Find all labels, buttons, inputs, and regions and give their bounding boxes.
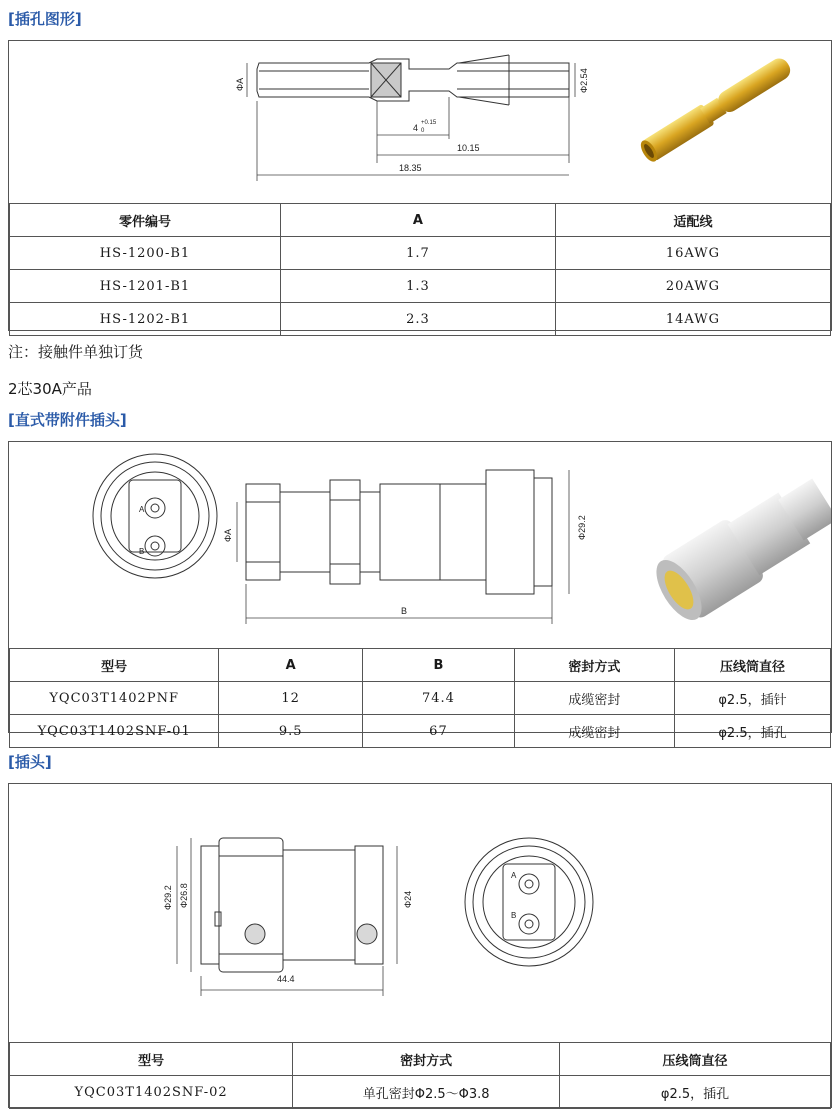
section-title-plug: [插头] [8, 753, 52, 771]
socket-contact-table [9, 203, 831, 336]
table-row [10, 1076, 831, 1109]
table-row [10, 237, 831, 270]
table-header-row [10, 649, 831, 682]
dim-phi-29-2: Φ29.2 [577, 515, 587, 540]
product-heading-2core-30a: 2芯30A产品 [8, 380, 92, 398]
cell-model: YQC03T1402SNF-02 [10, 1076, 293, 1109]
cell-seal: 单孔密封Φ2.5～Φ3.8 [293, 1076, 560, 1109]
plug-drawing [9, 784, 831, 1042]
plug-table [9, 1042, 831, 1109]
table-row [10, 270, 831, 303]
cell-a: 9.5 [219, 715, 363, 748]
front-pin-b: B [139, 547, 145, 556]
header-a: A [280, 204, 555, 237]
dim-10-15: 10.15 [457, 143, 480, 153]
cell-a: 2.3 [280, 303, 555, 336]
cell-wire: 14AWG [555, 303, 830, 336]
cell-model: YQC03T1402SNF-01 [10, 715, 219, 748]
straight-plug-panel [8, 441, 832, 741]
dim-44-4: 44.4 [277, 974, 295, 984]
cell-wire: 20AWG [555, 270, 830, 303]
header-model: 型号 [10, 649, 219, 682]
table-header-row [10, 1043, 831, 1076]
header-model: 型号 [10, 1043, 293, 1076]
dim-phi-26-8: Φ26.8 [179, 883, 189, 908]
gold-contact-photo [638, 54, 795, 164]
cell-crimp: φ2.5，插针 [674, 682, 830, 715]
cell-seal: 成缆密封 [514, 715, 674, 748]
table-row [10, 682, 831, 715]
header-part-number: 零件编号 [10, 204, 281, 237]
cell-a: 1.3 [280, 270, 555, 303]
socket-contact-panel [8, 40, 832, 331]
header-a: A [219, 649, 363, 682]
dim-4-tol-bottom: 0 [421, 128, 425, 134]
dim-b: B [401, 606, 408, 616]
cell-crimp: φ2.5，插孔 [560, 1076, 831, 1109]
straight-plug-photo [646, 468, 831, 629]
header-seal: 密封方式 [293, 1043, 560, 1076]
dim-phi-a: ΦA [223, 528, 233, 542]
front-pin-b: B [511, 911, 517, 920]
cell-a: 12 [219, 682, 363, 715]
cell-a: 1.7 [280, 237, 555, 270]
plug-panel [8, 783, 832, 1108]
knurl-pattern [245, 924, 377, 944]
front-pin-a: A [511, 871, 517, 880]
cell-part: HS-1201-B1 [10, 270, 281, 303]
note-contacts-ordered-separately: 注：接触件单独订货 [8, 343, 144, 361]
dim-4: 4 [413, 123, 419, 133]
section-title-socket-contact: [插孔图形] [8, 10, 82, 28]
cell-b: 67 [363, 715, 515, 748]
dim-4-tol-top: +0.15 [421, 120, 437, 126]
table-header-row [10, 204, 831, 237]
table-row [10, 303, 831, 336]
cell-part: HS-1200-B1 [10, 237, 281, 270]
dim-phi-29-2: Φ29.2 [163, 885, 173, 910]
dim-phi-a: ΦA [235, 77, 245, 91]
dim-phi-2-54: Φ2.54 [579, 68, 589, 93]
table-row [10, 715, 831, 748]
straight-plug-table [9, 648, 831, 748]
front-pin-a: A [139, 505, 145, 514]
cell-wire: 16AWG [555, 237, 830, 270]
header-wire: 适配线 [555, 204, 830, 237]
header-seal: 密封方式 [514, 649, 674, 682]
dim-phi-24: Φ24 [403, 890, 413, 908]
cell-seal: 成缆密封 [514, 682, 674, 715]
header-crimp: 压线筒直径 [674, 649, 830, 682]
header-crimp: 压线筒直径 [560, 1043, 831, 1076]
straight-plug-drawing [9, 442, 831, 650]
cell-part: HS-1202-B1 [10, 303, 281, 336]
cell-b: 74.4 [363, 682, 515, 715]
cell-crimp: φ2.5，插孔 [674, 715, 830, 748]
cell-model: YQC03T1402PNF [10, 682, 219, 715]
socket-contact-drawing [9, 41, 831, 203]
header-b: B [363, 649, 515, 682]
dim-18-35: 18.35 [399, 163, 422, 173]
section-title-straight-plug: [直式带附件插头] [8, 411, 127, 429]
